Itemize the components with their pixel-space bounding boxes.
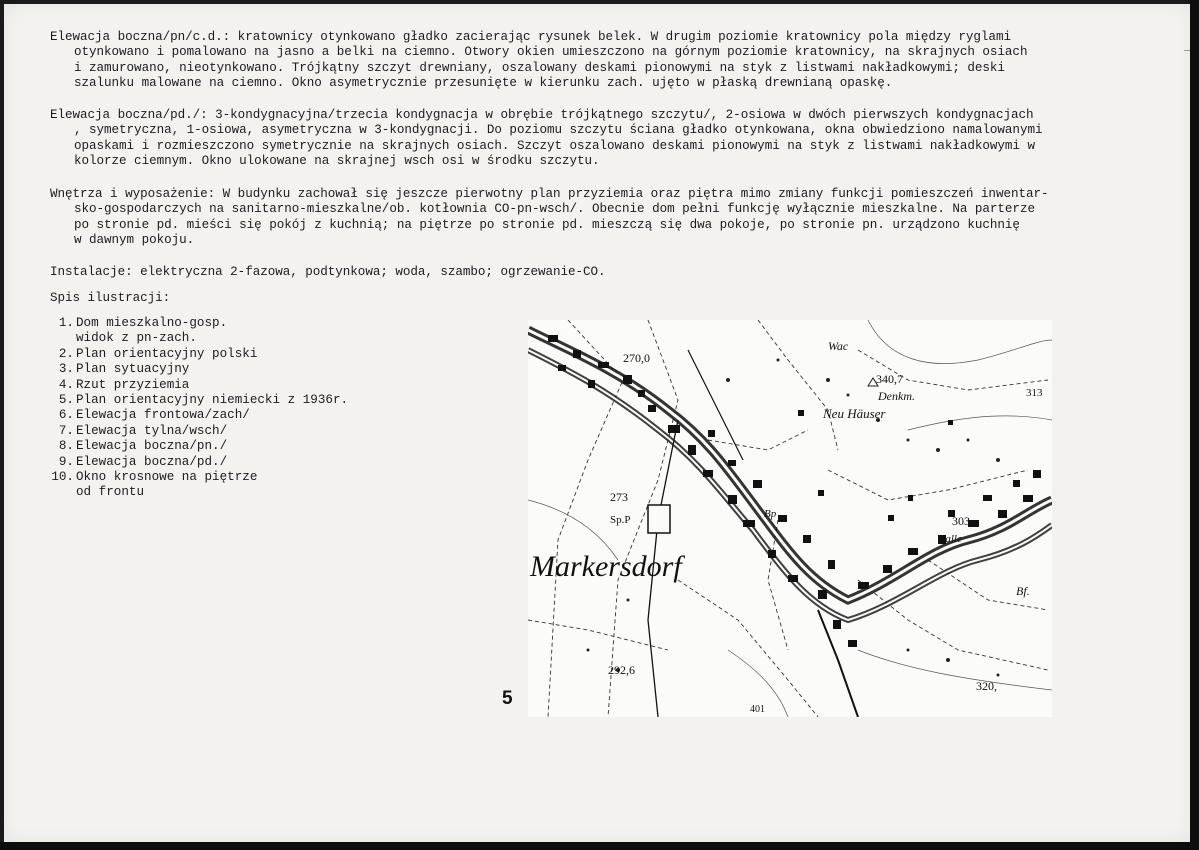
map-elevation-label: 273 (610, 490, 628, 504)
paragraph-side-elevation-south (50, 108, 1180, 170)
list-number: 7. (58, 423, 74, 438)
text-line: Spis ilustracji: (50, 291, 171, 305)
list-item (34, 439, 504, 454)
list-item (34, 347, 504, 362)
contour-lines (528, 320, 1052, 717)
text-line: po stronie pd. mieści się pokój z kuchnią; na piętrze po stronie pd. mieszczą się dwa pokoje, po stronie pn. urządzono kuchnię (74, 217, 1020, 232)
list-item-label: Okno krosnowe na piętrze (76, 470, 258, 485)
map-place-label: Bp (764, 508, 777, 520)
paragraph-installations (50, 265, 1180, 280)
text-line: szalunku malowane na ciemno. Okno asymetrycznie przesunięte w kierunku zach. ujęto w płaską drewnianą opaskę. (74, 76, 893, 91)
field-paths (528, 320, 1048, 717)
list-item-label: Plan sytuacyjny (76, 362, 190, 377)
text-line: otynkowano i pomalowano na jasno a belki na ciemno. Otwory okien umieszczono na górnym poziomie kratownicy, na skrajnych osiach (74, 45, 1028, 60)
text-line: opaskami i rozmieszczono symetrycznie na skrajnych osiach. Szczyt oszalowano deskami pionowymi na styk z listwami nakładkowymi w (74, 138, 1035, 153)
list-item (34, 470, 504, 501)
map-elevation-label: 292,6 (608, 663, 635, 677)
text-line: kolorze ciemnym. Okno ulokowane na skrajnej wsch osi w środku szczytu. (74, 154, 600, 169)
list-item-label: Plan orientacyjny polski (76, 346, 258, 361)
list-number: 10. (51, 470, 74, 485)
paragraph-interiors (50, 187, 1180, 249)
list-number: 9. (58, 454, 74, 469)
figure-number: 5 (502, 688, 513, 709)
map-place-label: Bf. (1016, 584, 1030, 598)
topographic-map (528, 320, 1052, 717)
map-plot-outline (648, 505, 670, 533)
paragraph-side-elevation-north-cont (50, 30, 1180, 92)
scan-border-right (1190, 0, 1199, 850)
text-line: Wnętrza i wyposażenie: W budynku zachował się jeszcze pierwotny plan przyziemia oraz piętra mimo zmiany funkcji pomieszczeń inwentar- (50, 187, 1049, 201)
list-item (34, 393, 504, 408)
list-number: 1. (58, 316, 74, 330)
list-item (34, 378, 504, 393)
list-item (34, 424, 504, 439)
map-place-label: Wac (828, 339, 849, 353)
map-elevation-label: 320, (976, 679, 997, 693)
list-item-label: Elewacja frontowa/zach/ (76, 408, 250, 423)
map-elevation-label: 401 (750, 704, 765, 715)
list-number: 2. (58, 346, 74, 361)
text-line: Instalacje: elektryczna 2-fazowa, podtynkowa; woda, szambo; ogrzewanie-CO. (50, 265, 606, 279)
list-item-label: Dom mieszkalno-gosp. (76, 316, 228, 330)
list-item-label: widok z pn-zach. (76, 331, 197, 346)
illustrations-heading (50, 291, 1180, 306)
list-item-label: od frontu (76, 485, 145, 500)
list-number: 4. (58, 377, 74, 392)
map-place-label: Sp.P (610, 514, 631, 526)
list-item (34, 408, 504, 423)
map-town-label: Markersdorf (530, 550, 682, 583)
text-line: Elewacja boczna/pn/c.d.: kratownicy otynkowano gładko zacierając rysunek belek. W drugim poziomie kratownicy pola między ryglami (50, 30, 1011, 44)
text-line: Elewacja boczna/pd./: 3-kondygnacyjna/trzecia kondygnacja w obrębie trójkątnego szczytu/, 2-osiowa w dwóch pierwszych kondygnacjach (50, 108, 1034, 122)
text-line: , symetryczna, 1-osiowa, asymetryczna w 3-kondygnacji. Do poziomu szczytu ściana gładko otynkowana, okna obwiedziono namalowanymi (74, 123, 1043, 138)
list-item-label: Elewacja boczna/pn./ (76, 439, 228, 454)
map-elevation-label: 270,0 (623, 351, 650, 365)
list-number: 8. (58, 439, 74, 454)
scan-border-bottom (0, 842, 1199, 850)
map-image (528, 320, 1052, 717)
map-place-label: Kalle (938, 533, 962, 545)
text-line: w dawnym pokoju. (74, 233, 195, 248)
list-item-label: Elewacja tylna/wsch/ (76, 423, 228, 438)
list-item-label: Elewacja boczna/pd./ (76, 454, 228, 469)
map-elevation-label: 340,7 (876, 372, 903, 386)
list-item-label: Rzut przyziemia (76, 377, 190, 392)
list-item-label: Plan orientacyjny niemiecki z 1936r. (76, 393, 349, 408)
document-page (4, 4, 1190, 842)
list-number: 3. (58, 362, 74, 377)
list-item (34, 316, 504, 347)
list-item (34, 455, 504, 470)
text-line: sko-gospodarczych na sanitarno-mieszkalne/ob. kotłownia CO-pn-wsch/. Obecnie dom pełni funkcję wyłącznie mieszkalne. Na parterze (74, 202, 1035, 217)
map-place-label: Neu Häuser (823, 406, 886, 421)
map-elevation-label: 313 (1026, 387, 1043, 399)
text-line: i zamurowano, nieotynkowano. Trójkątny szczyt drewniany, oszalowany deskami pionowymi na styk z listwami nakładkowymi; deski (74, 60, 1005, 75)
list-item (34, 362, 504, 377)
list-number: 6. (58, 408, 74, 423)
illustrations-list (34, 316, 504, 501)
map-place-label: Denkm. (878, 389, 915, 403)
list-number: 5. (58, 393, 74, 408)
map-elevation-label: 303 (952, 514, 970, 528)
